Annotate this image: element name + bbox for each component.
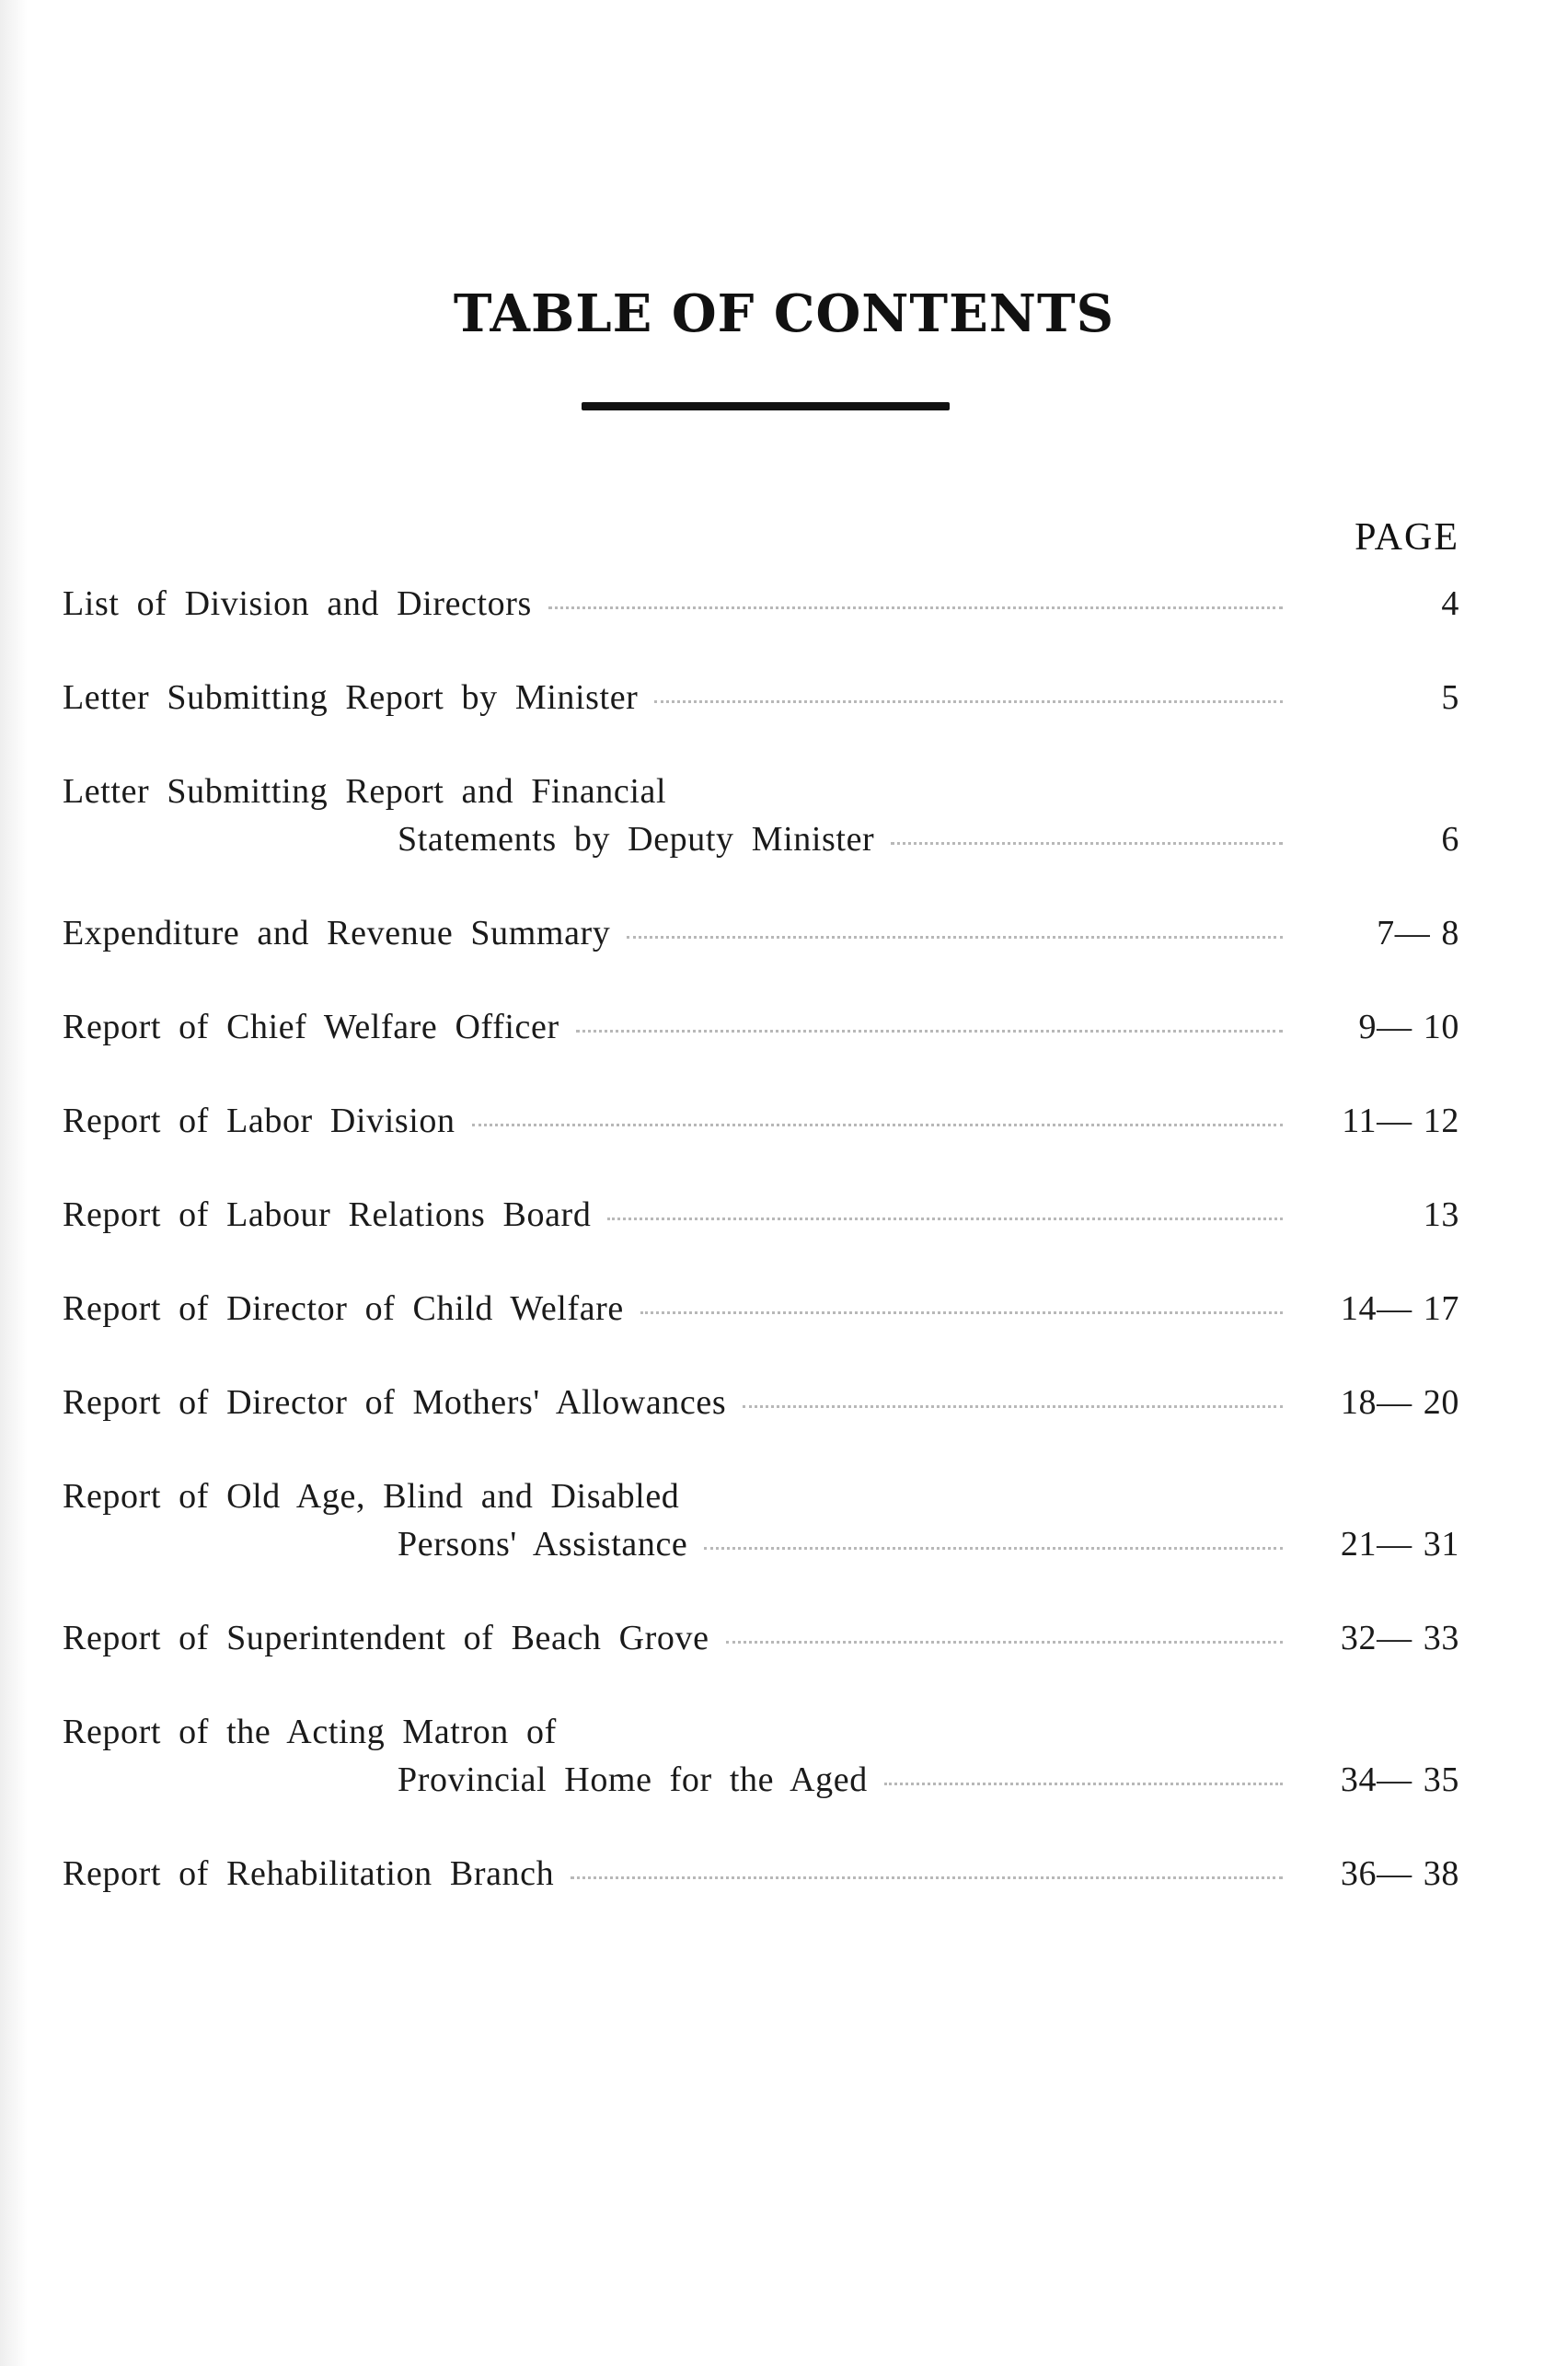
dot-leader <box>607 1218 1283 1220</box>
toc-entry-title-continued: Persons' Assistance <box>398 1525 688 1564</box>
toc-entry-title: Report of Old Age, Blind and Disabled <box>63 1477 680 1516</box>
dot-leader <box>640 1311 1283 1314</box>
toc-entry-title: Report of Chief Welfare Officer <box>63 1008 559 1046</box>
toc-entry <box>63 674 1459 721</box>
toc-entry <box>63 768 1459 863</box>
dot-leader <box>627 936 1283 939</box>
toc-entry-title: Report of Rehabilitation Branch <box>63 1854 555 1893</box>
toc-entry-page: 5 <box>1441 678 1459 717</box>
toc-entry-title: List of Division and Directors <box>63 584 532 623</box>
toc-entry-page: 18— 20 <box>1340 1383 1459 1422</box>
toc-entry <box>63 1379 1459 1426</box>
dot-leader <box>891 842 1283 845</box>
toc-entry-page: 34— 35 <box>1340 1760 1459 1799</box>
toc-entry <box>63 1850 1459 1898</box>
toc-entry <box>63 1003 1459 1051</box>
dot-leader <box>884 1783 1283 1785</box>
page-column-header: PAGE <box>1355 516 1459 559</box>
toc-entry <box>63 909 1459 957</box>
toc-entry-title: Report of Labour Relations Board <box>63 1195 592 1234</box>
dot-leader <box>571 1876 1283 1879</box>
toc-entry-page: 14— 17 <box>1340 1289 1459 1328</box>
toc-entry-page: 36— 38 <box>1340 1854 1459 1893</box>
title-underline-rule <box>582 402 950 410</box>
toc-entry <box>63 1708 1459 1804</box>
dot-leader <box>472 1124 1283 1126</box>
toc-entry-title: Report of the Acting Matron of <box>63 1713 557 1751</box>
dot-leader <box>654 700 1283 703</box>
toc-entry-title: Letter Submitting Report by Minister <box>63 678 639 717</box>
toc-entry-page: 21— 31 <box>1340 1525 1459 1564</box>
page-edge-shadow <box>0 0 28 2366</box>
toc-entry <box>63 580 1459 628</box>
toc-entry-title: Report of Director of Mothers' Allowances <box>63 1383 727 1422</box>
dot-leader <box>743 1405 1283 1408</box>
toc-entry <box>63 1285 1459 1333</box>
toc-entry-page: 4 <box>1441 584 1459 623</box>
page-title: TABLE OF CONTENTS <box>453 283 1115 344</box>
toc-entry-page: 11— 12 <box>1342 1102 1459 1140</box>
toc-entry-title-continued: Statements by Deputy Minister <box>398 820 875 859</box>
toc-entry-title-continued: Provincial Home for the Aged <box>398 1760 868 1799</box>
toc-entry-title: Letter Submitting Report and Financial <box>63 772 667 811</box>
toc-entry-title: Report of Labor Division <box>63 1102 455 1140</box>
dot-leader <box>548 606 1283 609</box>
toc-entry <box>63 1191 1459 1239</box>
dot-leader <box>726 1641 1283 1644</box>
toc-entry <box>63 1472 1459 1568</box>
toc-entry-title: Expenditure and Revenue Summary <box>63 914 611 952</box>
toc-entry-page: 9— 10 <box>1358 1008 1459 1046</box>
dot-leader <box>576 1030 1283 1033</box>
toc-entry <box>63 1097 1459 1145</box>
toc-entry-title: Report of Director of Child Welfare <box>63 1289 624 1328</box>
toc-entry-page: 13 <box>1423 1195 1459 1234</box>
toc-entry-title: Report of Superintendent of Beach Grove <box>63 1619 709 1657</box>
dot-leader <box>704 1547 1283 1550</box>
toc-entry-page: 7— 8 <box>1377 914 1459 952</box>
toc-entry-page: 6 <box>1441 820 1459 859</box>
toc-entry <box>63 1614 1459 1662</box>
toc-entry-page: 32— 33 <box>1340 1619 1459 1657</box>
